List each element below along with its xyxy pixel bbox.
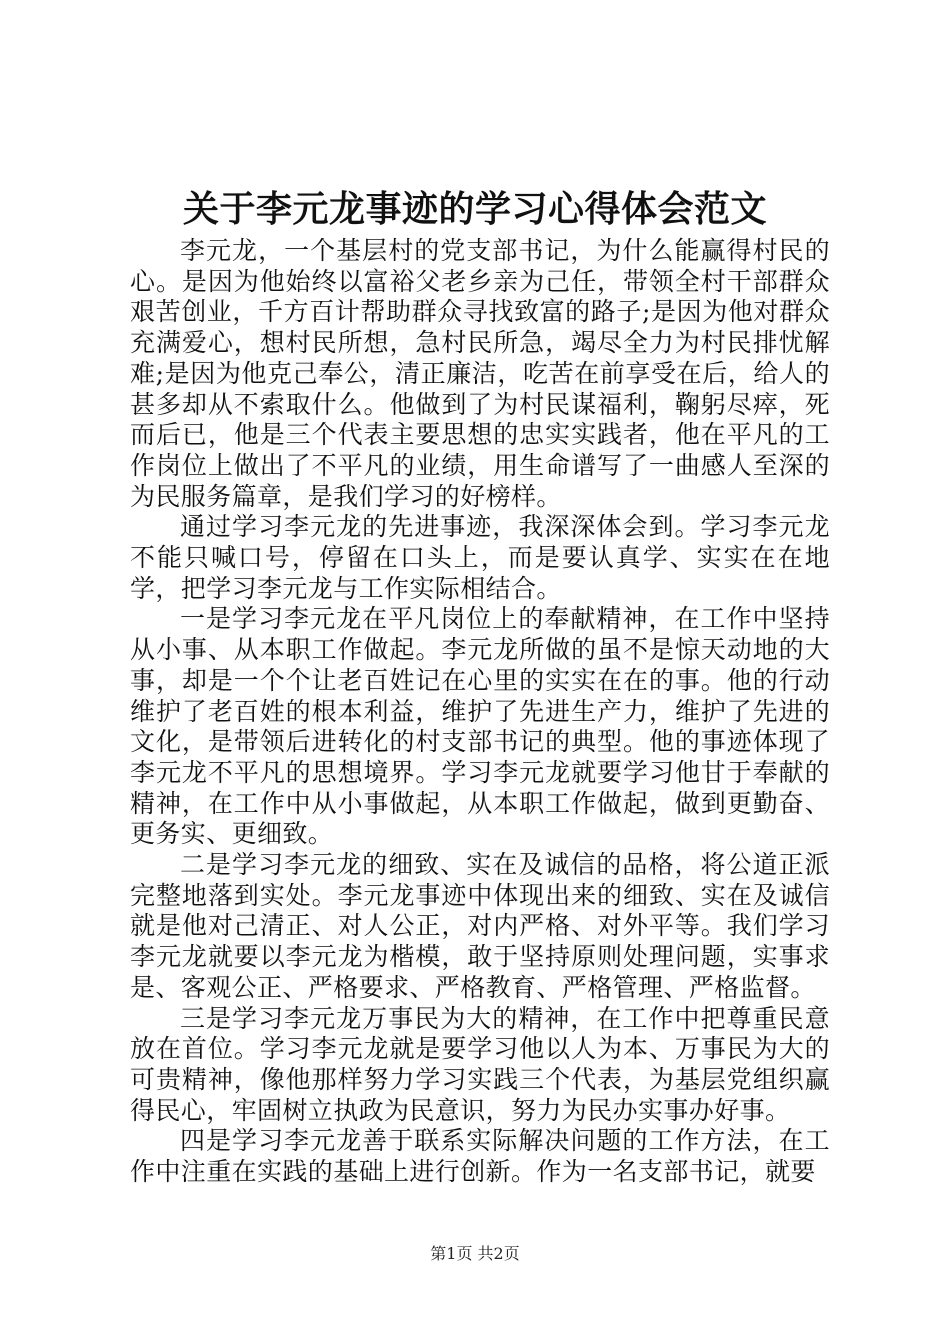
document-title: 关于李元龙事迹的学习心得体会范文 <box>182 188 767 230</box>
page-number-footer: 第1页 共2页 <box>430 1244 520 1263</box>
paragraph-5: 三是学习李元龙万事民为大的精神，在工作中把尊重民意放在首位。学习李元龙就是要学习他以人为本、万事民为大的可贵精神，像他那样努力学习实践三个代表，为基层党组织赢得民心，牢固树立执政为民意识，努力为民办实事办好事。 <box>130 1003 830 1125</box>
paragraph-6: 四是学习李元龙善于联系实际解决问题的工作方法，在工作中注重在实践的基础上进行创新。作为一名支部书记，就要 <box>130 1126 830 1187</box>
paragraph-3: 一是学习李元龙在平凡岗位上的奉献精神，在工作中坚持从小事、从本职工作做起。李元龙所做的虽不是惊天动地的大事，却是一个个让老百姓记在心里的实实在在的事。他的行动维护了老百姓的根本利益，维护了先进生产力，维护了先进的文化，是带领后进转化的村支部书记的典型。他的事迹体现了李元龙不平凡的思想境界。学习李元龙就要学习他甘于奉献的精神，在工作中从小事做起，从本职工作做起，做到更勤奋、更务实、更细致。 <box>130 604 830 849</box>
paragraph-4: 二是学习李元龙的细致、实在及诚信的品格，将公道正派完整地落到实处。李元龙事迹中体现出来的细致、实在及诚信就是他对己清正、对人公正，对内严格、对外平等。我们学习李元龙就要以李元龙为楷模，敢于坚持原则处理问题，实事求是、客观公正、严格要求、严格教育、严格管理、严格监督。 <box>130 850 830 1002</box>
paragraph-2: 通过学习李元龙的先进事迹，我深深体会到。学习李元龙不能只喊口号，停留在口头上，而是要认真学、实实在在地学，把学习李元龙与工作实际相结合。 <box>130 512 830 603</box>
document-body <box>130 236 830 1188</box>
paragraph-1: 李元龙，一个基层村的党支部书记，为什么能赢得村民的心。是因为他始终以富裕父老乡亲为己任，带领全村干部群众艰苦创业，千方百计帮助群众寻找致富的路子;是因为他对群众充满爱心，想村民所想，急村民所急，竭尽全力为村民排忧解难;是因为他克己奉公，清正廉洁，吃苦在前享受在后，给人的甚多却从不索取什么。他做到了为村民谋福利，鞠躬尽瘁，死而后已，他是三个代表主要思想的忠实实践者，他在平凡的工作岗位上做出了不平凡的业绩，用生命谱写了一曲感人至深的为民服务篇章，是我们学习的好榜样。 <box>130 236 830 511</box>
